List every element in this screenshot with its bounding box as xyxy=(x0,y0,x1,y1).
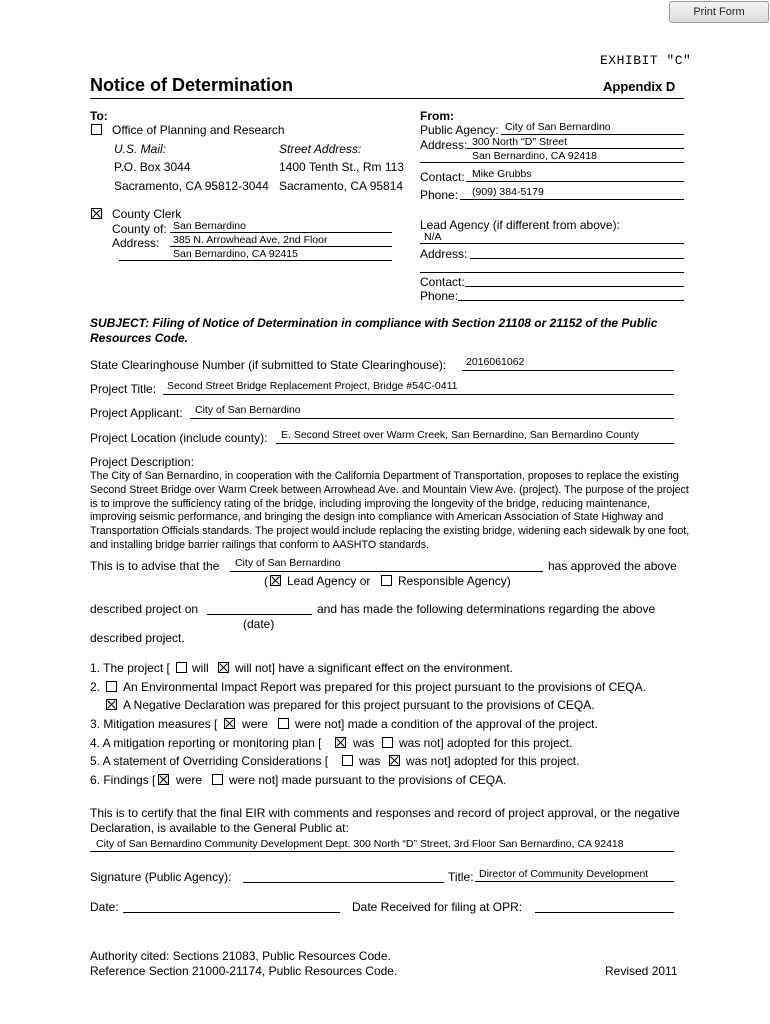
lead-agency-field[interactable]: N/A xyxy=(424,231,442,243)
determination-5-prefix: 5. A statement of Overriding Considerations [ xyxy=(90,754,329,768)
project-location-line xyxy=(276,443,674,444)
d5-was-not-checkbox[interactable] xyxy=(389,755,400,766)
county-of-field[interactable]: San Bernardino xyxy=(173,220,246,232)
d5-was-checkbox[interactable] xyxy=(342,755,353,766)
d4-was-not-checkbox[interactable] xyxy=(382,737,393,748)
project-title-field[interactable]: Second Street Bridge Replacement Project, Bridge #54C-0411 xyxy=(167,380,458,392)
determination-4-prefix: 4. A mitigation reporting or monitoring plan [ xyxy=(90,736,322,750)
record-location-field[interactable]: City of San Bernardino Community Development Dept. 300 North “D” Street, 3rd Floor San Bernardino, CA 92418 xyxy=(96,838,624,850)
from-address-line-1 xyxy=(467,148,684,149)
phone-label: Phone: xyxy=(420,188,459,202)
authority-cited: Authority cited: Sections 21083, Public Resources Code. xyxy=(90,949,391,963)
county-clerk-checkbox[interactable] xyxy=(91,208,102,219)
title-divider xyxy=(90,98,684,99)
county-address-field-1[interactable]: 385 N. Arrowhead Ave, 2nd Floor xyxy=(173,234,328,246)
from-address-line-2 xyxy=(420,162,684,163)
d3-were-not-checkbox[interactable] xyxy=(278,718,289,729)
d1-will-checkbox[interactable] xyxy=(176,662,187,673)
from-address-field-1[interactable]: 300 North "D" Street xyxy=(472,136,567,148)
contact-field[interactable]: Mike Grubbs xyxy=(472,168,532,180)
signature-label: Signature (Public Agency): xyxy=(90,870,232,884)
project-description-label: Project Description: xyxy=(90,455,195,469)
sch-field[interactable]: 2016061062 xyxy=(466,356,525,368)
d5-was-label: was xyxy=(359,754,381,768)
opr-street-city: Sacramento, CA 95814 xyxy=(279,179,404,193)
us-mail-label: U.S. Mail: xyxy=(114,142,167,156)
public-agency-line xyxy=(501,134,684,135)
exhibit-label: EXHIBIT "C" xyxy=(600,53,692,68)
determination-2-prefix: 2. xyxy=(90,680,101,694)
determinations-intro: and has made the following determinations regarding the above xyxy=(317,602,656,616)
project-location-label: Project Location (include county): xyxy=(90,431,268,445)
date-hint: (date) xyxy=(243,617,275,631)
from-address-label: Address: xyxy=(420,138,468,152)
advise-prefix: This is to advise that the xyxy=(90,559,220,573)
lead-agency-line xyxy=(420,243,684,244)
contact-label: Contact: xyxy=(420,170,465,184)
d6-were-label: were xyxy=(176,773,203,787)
lead-contact-line[interactable] xyxy=(465,286,684,287)
lead-address-label: Address: xyxy=(420,247,468,261)
d2-negative-declaration-label: A Negative Declaration was prepared for this project pursuant to the provisions of CEQA. xyxy=(123,698,595,712)
opr-label: Office of Planning and Research xyxy=(112,123,285,137)
sch-label: State Clearinghouse Number (if submitted to State Clearinghouse): xyxy=(90,358,447,372)
opr-checkbox[interactable] xyxy=(91,124,102,135)
d6-were-not-label: were not] made pursuant to the provisions of CEQA. xyxy=(229,773,507,787)
project-title-line xyxy=(163,394,674,395)
d2-eir-label: An Environmental Impact Report was prepared for this project pursuant to the provisions of CEQA. xyxy=(123,680,646,694)
phone-field[interactable]: (909) 384-5179 xyxy=(472,186,544,198)
record-location-line xyxy=(90,851,674,852)
county-address-line-1 xyxy=(170,246,392,247)
public-agency-field[interactable]: City of San Bernardino xyxy=(505,121,611,133)
project-applicant-line xyxy=(190,418,674,419)
lead-agency-label: Lead Agency (if different from above): xyxy=(420,218,620,232)
d1-will-not-label: will not] have a significant effect on the environment. xyxy=(235,661,513,675)
d6-were-checkbox[interactable] xyxy=(158,774,169,785)
d2-eir-checkbox[interactable] xyxy=(106,681,117,692)
d2-negative-declaration-checkbox[interactable] xyxy=(106,699,117,710)
opr-mail-city: Sacramento, CA 95812-3044 xyxy=(114,179,269,193)
lead-address-line-1[interactable] xyxy=(470,258,684,259)
opr-received-label: Date Received for filing at OPR: xyxy=(352,900,523,914)
date-label: Date: xyxy=(90,900,119,914)
revised-label: Revised 2011 xyxy=(605,964,678,978)
phone-line xyxy=(460,199,684,200)
lead-phone-label: Phone: xyxy=(420,289,459,303)
project-applicant-field[interactable]: City of San Bernardino xyxy=(195,404,301,416)
public-agency-label: Public Agency: xyxy=(420,123,499,137)
subject-heading: SUBJECT: Filing of Notice of Determination in compliance with Section 21108 or 21152 of the Public Resources Code. xyxy=(90,316,658,345)
d5-was-not-label: was not] adopted for this project. xyxy=(406,754,580,768)
d4-was-not-label: was not] adopted for this project. xyxy=(399,736,573,750)
project-applicant-label: Project Applicant: xyxy=(90,406,183,420)
determination-1-prefix: 1. The project [ xyxy=(90,661,170,675)
d4-was-checkbox[interactable] xyxy=(335,737,346,748)
opr-received-line[interactable] xyxy=(535,912,674,913)
sch-line xyxy=(462,370,674,371)
po-box: P.O. Box 3044 xyxy=(114,160,191,174)
signature-title-field[interactable]: Director of Community Development xyxy=(479,868,649,880)
appendix-label: Appendix D xyxy=(603,79,676,94)
d3-were-not-label: were not] made a condition of the approval of the project. xyxy=(295,717,598,731)
lead-agency-option-label: Lead Agency or xyxy=(287,574,371,588)
advise-suffix: has approved the above xyxy=(548,559,677,573)
contact-line xyxy=(466,181,684,182)
county-clerk-label: County Clerk xyxy=(112,207,182,221)
from-label: From: xyxy=(420,109,454,123)
from-address-field-2[interactable]: San Bernardino, CA 92418 xyxy=(472,150,597,162)
print-form-button[interactable]: Print Form xyxy=(669,1,769,23)
county-of-label: County of: xyxy=(112,222,167,236)
lead-address-line-2[interactable] xyxy=(420,272,684,273)
county-address-label: Address: xyxy=(112,236,160,250)
signature-title-line xyxy=(475,881,674,882)
signature-line[interactable] xyxy=(243,882,444,883)
d3-were-label: were xyxy=(242,717,269,731)
lead-agency-checkbox[interactable] xyxy=(270,575,281,586)
determination-6-prefix: 6. Findings [ xyxy=(90,773,156,787)
described-on-label: described project on xyxy=(90,602,199,616)
approval-date-line[interactable] xyxy=(207,614,312,615)
project-title-label: Project Title: xyxy=(90,382,157,396)
reference-section: Reference Section 21000-21174, Public Resources Code. xyxy=(90,964,398,978)
page-title: Notice of Determination xyxy=(90,75,294,95)
determination-3-prefix: 3. Mitigation measures [ xyxy=(90,717,218,731)
advise-agency-line xyxy=(230,571,543,572)
certify-text: This is to certify that the final EIR with comments and responses and record of project approval, or the negative Declaration, is available to the General Public at: xyxy=(90,806,680,835)
county-of-line xyxy=(170,232,392,233)
street-address-label: Street Address: xyxy=(279,142,362,156)
date-line[interactable] xyxy=(123,912,340,913)
d1-will-not-checkbox[interactable] xyxy=(218,662,229,673)
advise-agency-field[interactable]: City of San Bernardino xyxy=(235,557,341,569)
described-project-label: described project. xyxy=(90,631,185,645)
county-address-field-2[interactable]: San Bernardino, CA 92415 xyxy=(173,248,298,260)
open-paren: ( xyxy=(264,574,268,588)
project-location-field[interactable]: E. Second Street over Warm Creek, San Bernardino, San Bernardino County xyxy=(281,429,639,441)
d4-was-label: was xyxy=(353,736,375,750)
lead-contact-label: Contact: xyxy=(420,275,465,289)
d1-will-label: will xyxy=(192,661,209,675)
responsible-agency-option-label: Responsible Agency) xyxy=(398,574,511,588)
project-description-text: The City of San Bernardino, in cooperation with the California Department of Transportation, proposes to replace the existing Second Street Bridge over Warm Creek between Arrowhead Ave. and Mountain View Ave. (project). The purpose of the project is to improve the sufficiency rating of the bridge, including improving the longevity of the bridge, reducing maintenance, improving seismic performance, and bringing the design into compliance with American Association of State Highway and Transportation Officials standards. The project would include replacing the existing bridge, widening each sidewalk by one foot, and installing bridge barrier railings that conform to AASHTO standards. xyxy=(90,470,690,551)
d3-were-checkbox[interactable] xyxy=(224,718,235,729)
opr-street: 1400 Tenth St., Rm 113 xyxy=(279,160,404,174)
county-address-line-2 xyxy=(119,260,392,261)
signature-title-label: Title: xyxy=(448,870,474,884)
lead-phone-line[interactable] xyxy=(458,300,684,301)
to-label: To: xyxy=(90,109,108,123)
responsible-agency-checkbox[interactable] xyxy=(381,575,392,586)
d6-were-not-checkbox[interactable] xyxy=(212,774,223,785)
